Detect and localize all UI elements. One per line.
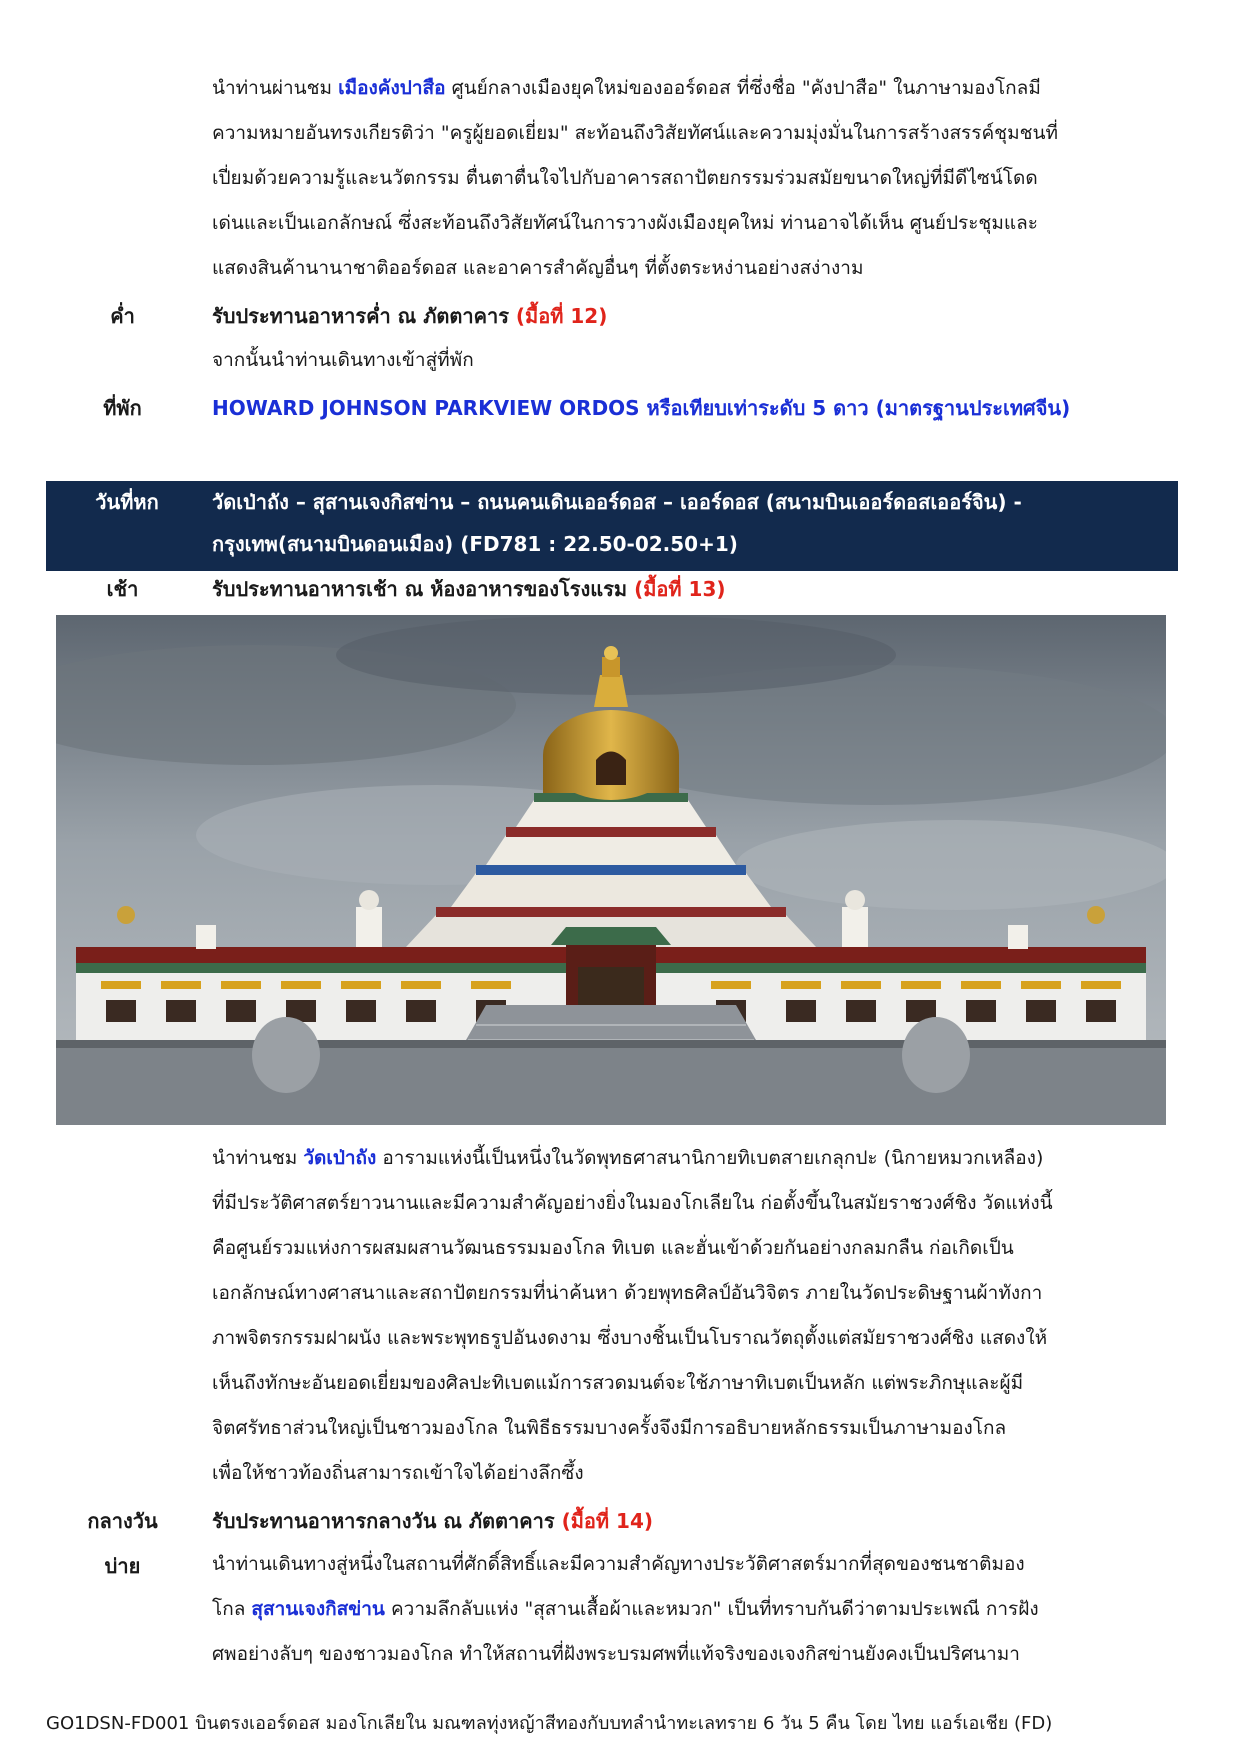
- hotel-label: ที่พัก: [103, 396, 142, 420]
- breakfast-text: รับประทานอาหารเช้า ณ ห้องอาหารของโรงแรม (มื้อที่ 13): [212, 577, 726, 601]
- afternoon-label: บ่าย: [104, 1554, 141, 1578]
- para1-line3: เปี่ยมด้วยความรู้และนวัตกรรม ตื่นตาตื่นใจไปกับอาคารสถาปัตยกรรมร่วมสมัยขนาดใหญ่ที่มีดีไซน์โดด: [212, 167, 1038, 189]
- breakfast-label: เช้า: [106, 577, 139, 601]
- afternoon-line3: ศพอย่างลับๆ ของชาวมองโกล ทำให้สถานที่ฝังพระบรมศพที่แท้จริงของเจงกิสข่านยังคงเป็นปริศนามา: [212, 1643, 1020, 1665]
- temple-description: [212, 1136, 1172, 1496]
- lunch-text: รับประทานอาหารกลางวัน ณ ภัตตาคาร (มื้อที่ 14): [212, 1509, 654, 1533]
- meal-badge: (มื้อที่ 12): [515, 304, 608, 328]
- para2-line5: ภาพจิตรกรรมฝาผนัง และพระพุทธรูปอันงดงาม ซึ่งบางชิ้นเป็นโบราณวัตถุตั้งแต่สมัยราชวงศ์ชิง แสดงให้: [212, 1327, 1048, 1349]
- day-title-line2: กรุงเทพ(สนามบินดอนเมือง) (FD781 : 22.50-02.50+1): [212, 532, 738, 556]
- afternoon-description: [212, 1542, 1172, 1677]
- day-title-line1: วัดเป่าถัง – สุสานเจงกิสข่าน – ถนนคนเดินเออร์ดอส – เออร์ดอส (สนามบินเออร์ดอสเออร์จิน) -: [212, 490, 1022, 514]
- para1-line5: แสดงสินค้านานาชาติออร์ดอส และอาคารสำคัญอื่นๆ ที่ตั้งตระหง่านอย่างสง่างาม: [212, 257, 864, 279]
- para2-line1: นำท่านชม วัดเป่าถัง อารามแห่งนี้เป็นหนึ่งในวัดพุทธศาสนานิกายทิเบตสายเกลุกปะ (นิกายหมวกเหลือง): [212, 1147, 1044, 1169]
- dinner-after: จากนั้นนำท่านเดินทางเข้าสู่ที่พัก: [212, 349, 474, 371]
- temple-illustration: [56, 615, 1166, 1125]
- para2-line8: เพื่อให้ชาวท้องถิ่นสามารถเข้าใจได้อย่างลึกซึ้ง: [212, 1462, 584, 1484]
- place-wat-baotang: วัดเป่าถัง: [303, 1147, 377, 1169]
- para2-line4: เอกลักษณ์ทางศาสนาและสถาปัตยกรรมที่น่าค้นหา ด้วยพุทธศิลป์อันวิจิตร ภายในวัดประดิษฐานผ้าทังกา: [212, 1282, 1043, 1304]
- place-genghis-khan-mausoleum: สุสานเจงกิสข่าน: [251, 1598, 385, 1620]
- para2-line7: จิตศรัทธาส่วนใหญ่เป็นชาวมองโกล ในพิธีธรรมบางครั้งจึงมีการอธิบายหลักธรรมเป็นภาษามองโกล: [212, 1417, 1007, 1439]
- para2-line6: เห็นถึงทักษะอันยอดเยี่ยมของศิลปะทิเบตแม้การสวดมนต์จะใช้ภาษาทิเบตเป็นหลัก แต่พระภิกษุและผู้มี: [212, 1372, 1024, 1394]
- para1-line1: นำท่านผ่านชม เมืองคังปาสือ ศูนย์กลางเมืองยุคใหม่ของออร์ดอส ที่ซึ่งชื่อ "คังปาสือ" ในภาษามองโกลมี: [212, 77, 1041, 99]
- day-label: วันที่หก: [95, 490, 159, 514]
- hotel-name: HOWARD JOHNSON PARKVIEW ORDOS หรือเทียบเท่าระดับ 5 ดาว (มาตรฐานประเทศจีน): [212, 396, 1071, 420]
- afternoon-line1: นำท่านเดินทางสู่หนึ่งในสถานที่ศักดิ์สิทธิ์และมีความสำคัญทางประวัติศาสตร์มากที่สุดของชนชาติมอง: [212, 1553, 1025, 1575]
- afternoon-line2: โกล สุสานเจงกิสข่าน ความลึกลับแห่ง "สุสานเสื้อผ้าและหมวก" เป็นที่ทราบกันดีว่าตามประเพณี การฝัง: [212, 1598, 1039, 1620]
- day-header-band: [46, 481, 1178, 571]
- meal-badge: (มื้อที่ 14): [561, 1509, 654, 1533]
- dinner-text: รับประทานอาหารค่ำ ณ ภัตตาคาร (มื้อที่ 12): [212, 304, 608, 328]
- para1-line4: เด่นและเป็นเอกลักษณ์ ซึ่งสะท้อนถึงวิสัยทัศน์ในการวางผังเมืองยุคใหม่ ท่านอาจได้เห็น ศูนย์ประชุมและ: [212, 212, 1038, 234]
- para2-line2: ที่มีประวัติศาสตร์ยาวนานและมีความสำคัญอย่างยิ่งในมองโกเลียใน ก่อตั้งขึ้นในสมัยราชวงศ์ชิง วัดแห่งนี้: [212, 1192, 1053, 1214]
- lunch-label: กลางวัน: [87, 1509, 158, 1533]
- place-kangbashi: เมืองคังปาสือ: [338, 77, 446, 99]
- temple-photo: [56, 615, 1166, 1125]
- para2-line3: คือศูนย์รวมแห่งการผสมผสานวัฒนธรรมมองโกล ทิเบต และฮั่นเข้าด้วยกันอย่างกลมกลืน ก่อเกิดเป็น: [212, 1237, 1014, 1259]
- page-footer: GO1DSN-FD001 บินตรงเออร์ดอส มองโกเลียใน มณฑลทุ่งหญ้าสีทองกับบทลำนำทะเลทราย 6 วัน 5 คืน โดย ไทย แอร์เอเชีย (FD): [46, 1713, 1053, 1734]
- para1-line2: ความหมายอันทรงเกียรติว่า "ครูผู้ยอดเยี่ยม" สะท้อนถึงวิสัยทัศน์และความมุ่งมั่นในการสร้างสรรค์ชุมชนที่: [212, 122, 1059, 144]
- day-title: [212, 481, 1172, 565]
- city-description: [212, 66, 1172, 291]
- dinner-label: ค่ำ: [110, 304, 135, 328]
- meal-badge: (มื้อที่ 13): [634, 577, 726, 601]
